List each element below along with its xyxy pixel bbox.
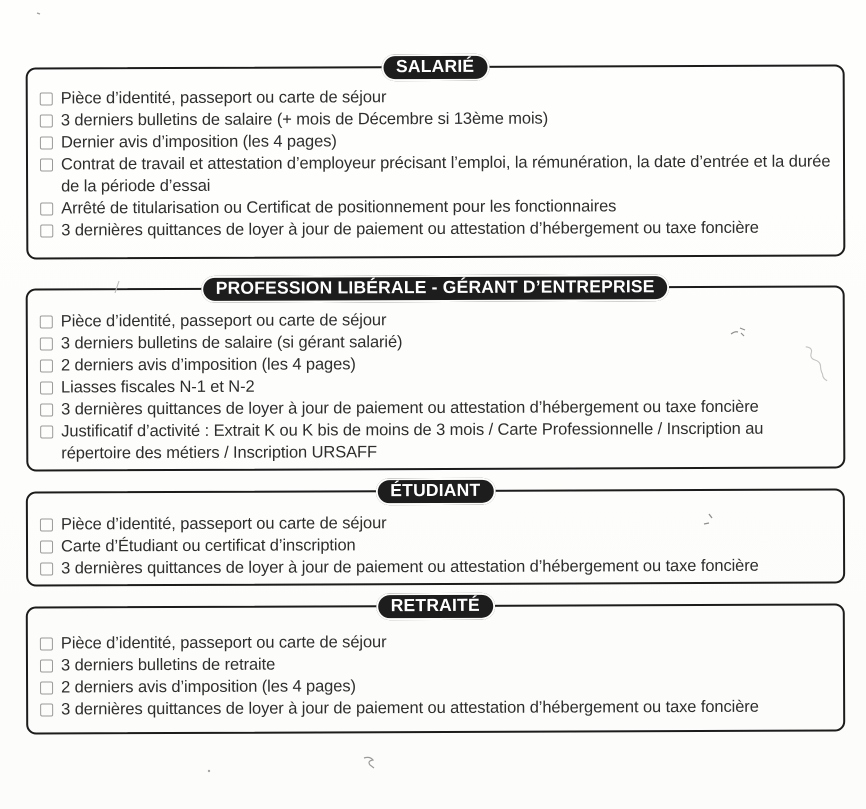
checklist-item <box>40 329 835 354</box>
section-badge-profession-liberale <box>201 274 670 303</box>
checklist-retraite <box>28 605 843 728</box>
checklist-item-label: 2 derniers avis d’imposition (les 4 pages) <box>60 355 356 375</box>
checkbox-icon <box>40 92 53 105</box>
section-salarie <box>26 55 846 259</box>
section-badge-retraite <box>376 593 495 620</box>
checklist-item <box>40 510 835 535</box>
section-title: PROFESSION LIBÉRALE - GÉRANT D’ENTREPRISE <box>215 276 655 298</box>
checkbox-icon <box>40 158 53 171</box>
checklist-item <box>40 150 835 197</box>
checkbox-icon <box>40 337 53 350</box>
checklist-item <box>40 373 835 398</box>
checklist-item <box>40 629 835 654</box>
checkbox-icon <box>40 637 53 650</box>
checklist-item <box>40 106 835 131</box>
checklist-item <box>40 651 835 676</box>
section-profession-liberale <box>26 276 846 471</box>
checklist-item <box>40 194 835 219</box>
checkbox-icon <box>40 540 53 553</box>
checklist-item-label: 3 derniers bulletins de salaire (+ mois de Décembre si 13ème mois) <box>60 109 549 130</box>
checklist-profession-liberale <box>28 287 844 472</box>
section-badge-etudiant <box>375 478 495 505</box>
checklist-item <box>40 554 835 579</box>
checklist-item <box>40 216 835 241</box>
checklist-item-label: 3 dernières quittances de loyer à jour de paiement ou attestation d’hébergement ou taxe foncière <box>61 697 759 719</box>
checklist-item <box>40 128 835 153</box>
checklist-etudiant <box>28 490 843 587</box>
checklist-item <box>40 673 835 698</box>
checkbox-icon <box>40 403 53 416</box>
checkbox-icon <box>40 562 53 575</box>
checkbox-icon <box>40 315 53 328</box>
checklist-item-label: Pièce d’identité, passeport ou carte de séjour <box>60 311 387 331</box>
checklist-item <box>40 395 835 420</box>
checklist-item-label: 3 dernières quittances de loyer à jour de paiement ou attestation d’hébergement ou taxe foncière <box>61 556 759 578</box>
checklist-item-label: Pièce d’identité, passeport ou carte de séjour <box>60 633 387 653</box>
checkbox-icon <box>40 136 53 149</box>
pencil-mark-icon <box>206 768 212 774</box>
checklist-item-label: 3 dernières quittances de loyer à jour de paiement ou attestation d’hébergement ou taxe foncière <box>61 397 759 419</box>
checklist-item-label: 2 derniers avis d’imposition (les 4 pages) <box>61 677 356 697</box>
checklist-item-label: Pièce d’identité, passeport ou carte de séjour <box>60 88 387 108</box>
checklist-item <box>40 351 835 376</box>
checklist-item-label: Pièce d’identité, passeport ou carte de séjour <box>60 514 387 534</box>
section-title: SALARIÉ <box>395 55 475 77</box>
checklist-item-label: 3 dernières quittances de loyer à jour de paiement ou attestation d’hébergement ou taxe foncière <box>61 218 759 240</box>
checkbox-icon <box>40 114 53 127</box>
checklist-item <box>40 307 835 332</box>
checklist-item-label: 3 derniers bulletins de retraite <box>60 655 276 675</box>
checklist-item-label: Justificatif d’activité : Extrait K ou K bis de moins de 3 mois / Carte Professionnelle / Inscription au répertoire des métiers / Inscription URSAFF <box>61 419 764 463</box>
checkbox-icon <box>40 381 53 394</box>
pencil-mark-icon <box>360 754 378 772</box>
checklist-item <box>40 532 835 557</box>
checkbox-icon <box>40 518 53 531</box>
checkbox-icon <box>40 202 53 215</box>
checkbox-icon <box>40 359 53 372</box>
section-retraite <box>26 594 845 734</box>
checklist-item-label: Contrat de travail et attestation d’employeur précisant l’emploi, la rémunération, la date d’entrée et la durée de la période d’essai <box>60 152 831 196</box>
checkbox-icon <box>40 224 53 237</box>
checkbox-icon <box>40 681 53 694</box>
checkbox-icon <box>40 425 53 438</box>
section-etudiant <box>26 479 845 586</box>
pencil-mark-icon <box>35 9 43 17</box>
checklist-item-label: Liasses fiscales N-1 et N-2 <box>60 377 255 397</box>
checklist-item <box>40 84 835 109</box>
checklist-item-label: Arrêté de titularisation ou Certificat de positionnement pour les fonctionnaires <box>61 197 617 218</box>
section-badge-salarie <box>381 54 489 81</box>
checklist-salarie <box>28 66 844 249</box>
checkbox-icon <box>40 659 53 672</box>
checklist-item-label: 3 derniers bulletins de salaire (si gérant salarié) <box>60 333 403 353</box>
checklist-item <box>40 695 835 720</box>
checklist-item <box>40 417 835 464</box>
section-title: RETRAITÉ <box>390 594 480 616</box>
checkbox-icon <box>40 703 53 716</box>
section-title: ÉTUDIANT <box>390 479 481 501</box>
checklist-item-label: Dernier avis d’imposition (les 4 pages) <box>60 132 337 152</box>
checklist-item-label: Carte d’Étudiant ou certificat d’inscription <box>60 536 356 556</box>
